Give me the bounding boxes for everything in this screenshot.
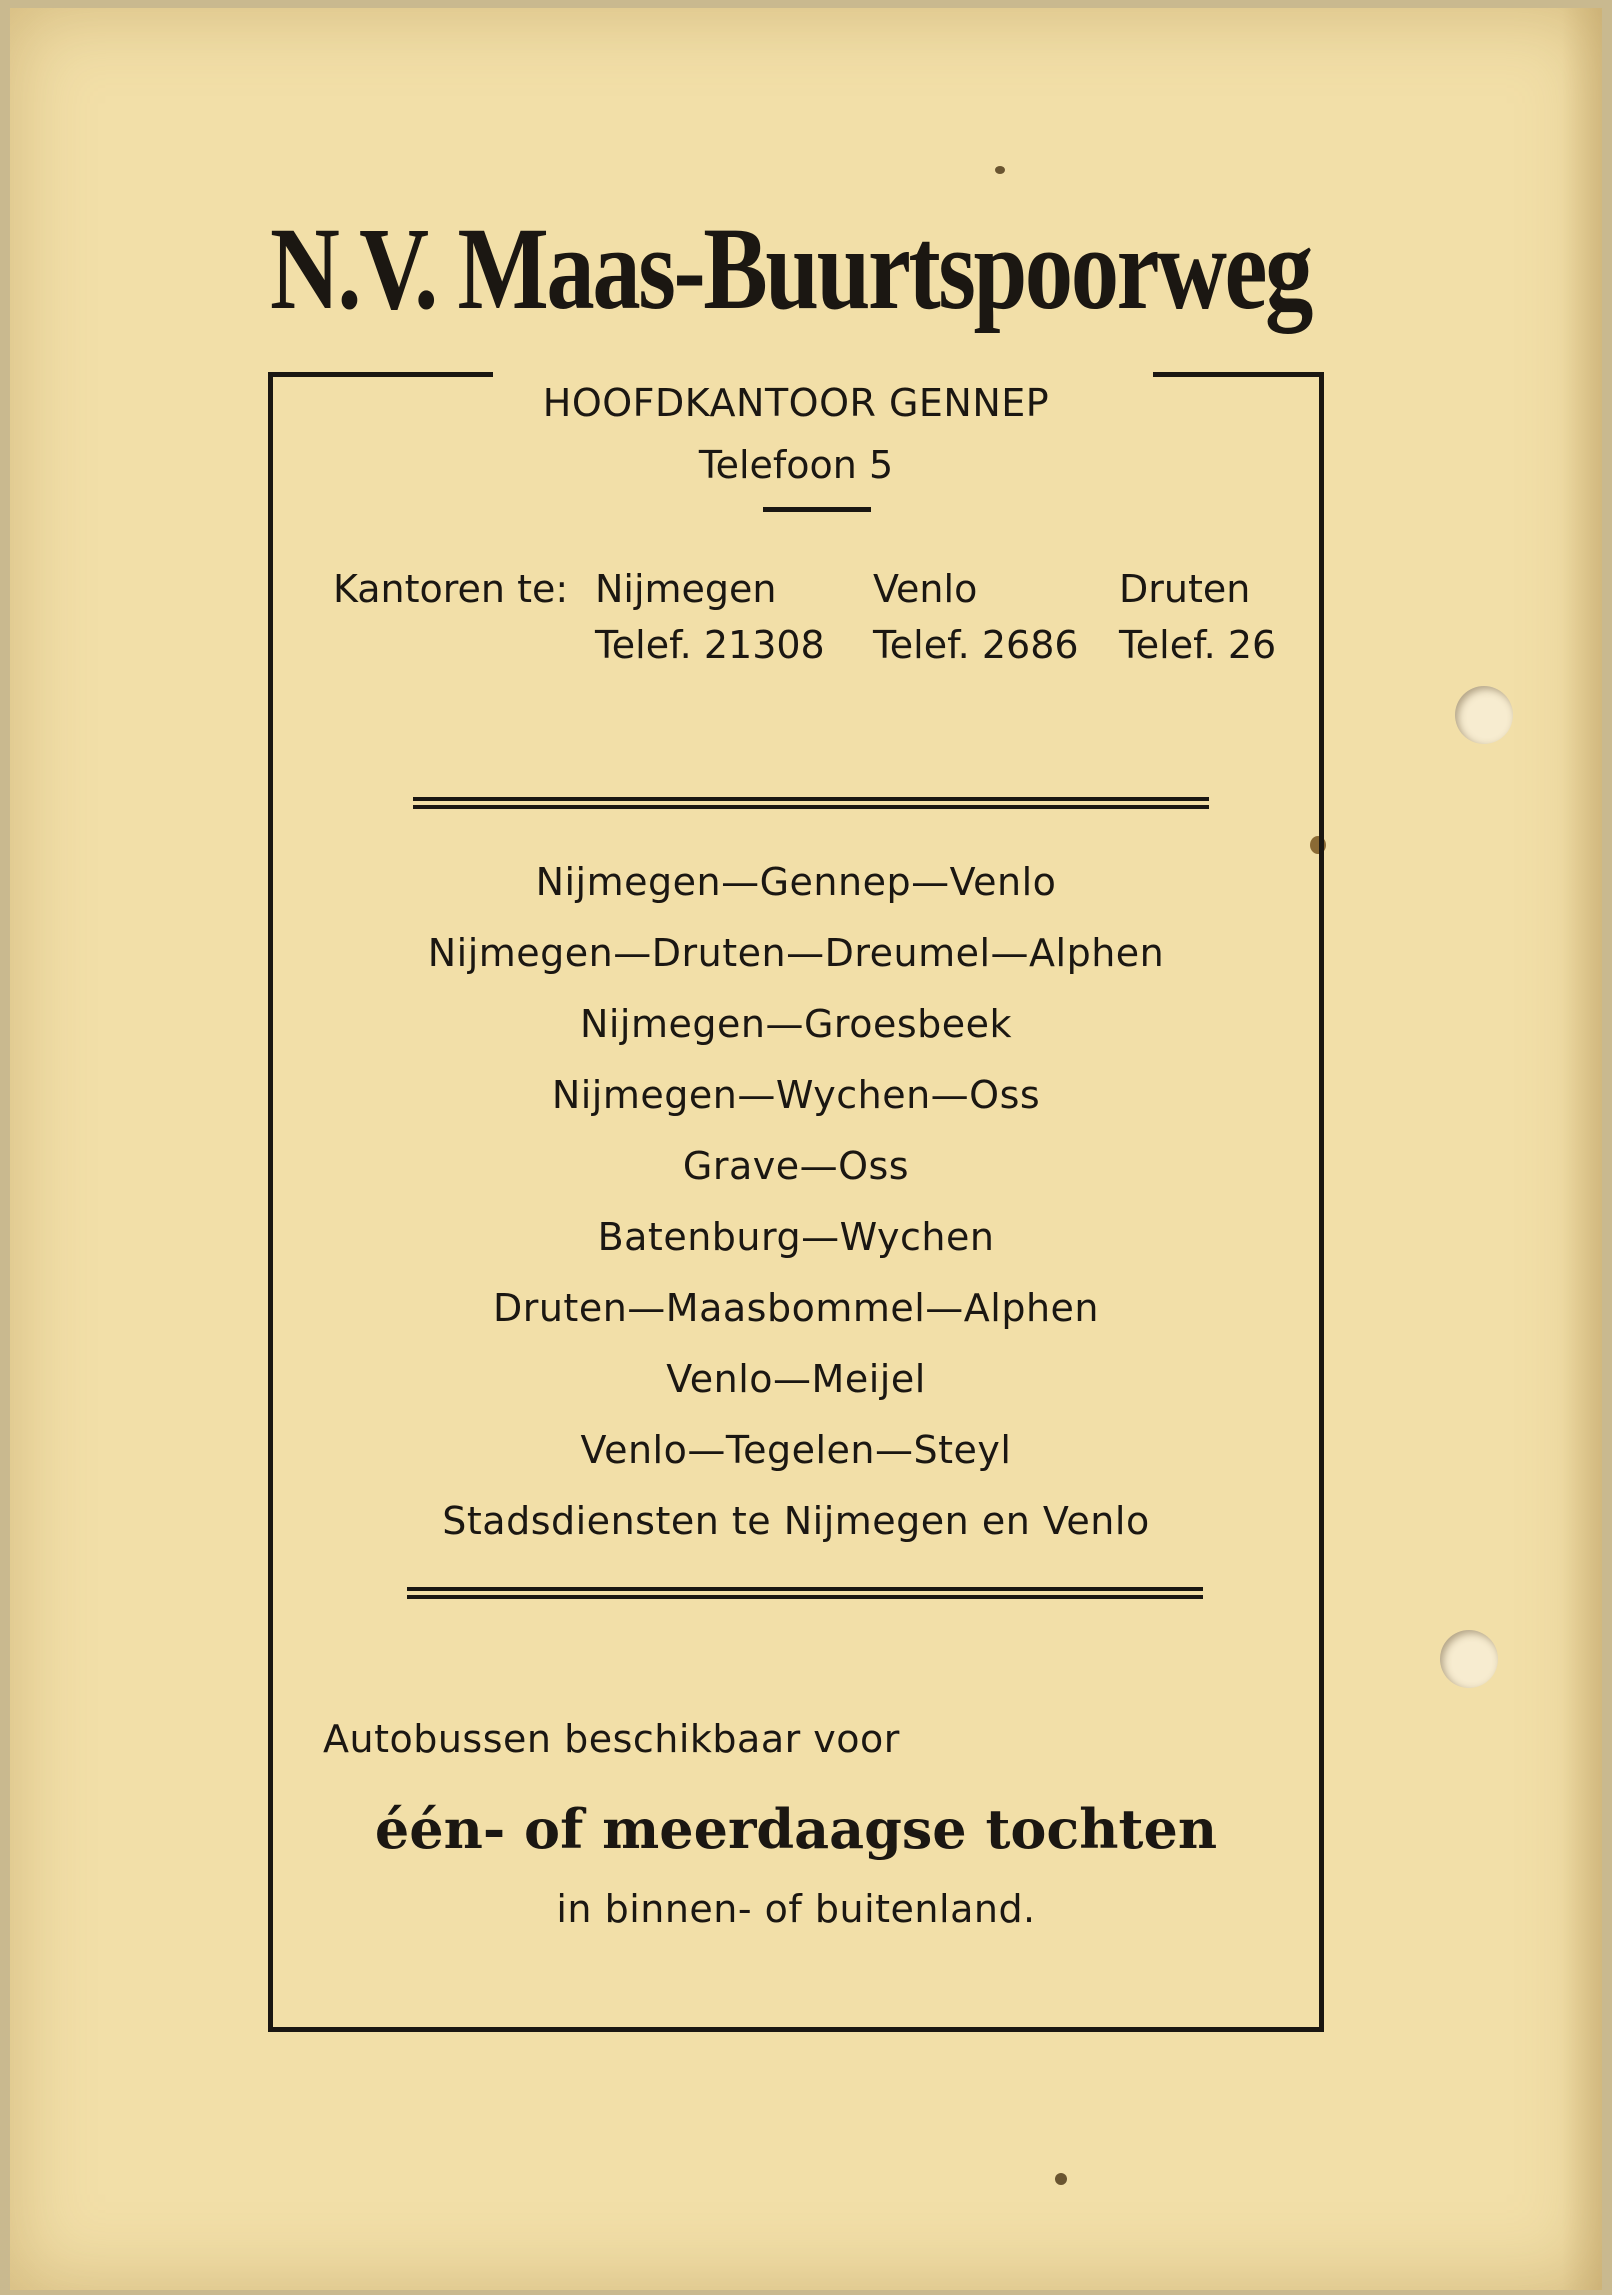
punch-hole-bottom <box>1440 1630 1498 1688</box>
punch-hole-top <box>1455 686 1513 744</box>
office-telephone: Telef. 26 <box>1119 623 1277 667</box>
route-item: Batenburg—Wychen <box>597 1215 995 1259</box>
routes-list <box>273 847 1319 1557</box>
route-item: Druten—Maasbommel—Alphen <box>492 1286 1100 1330</box>
short-divider <box>763 507 871 512</box>
route-item: Nijmegen—Wychen—Oss <box>551 1073 1041 1117</box>
route-item: Grave—Oss <box>682 1144 910 1188</box>
ink-speck <box>1055 2173 1067 2185</box>
office-city: Venlo <box>873 567 978 611</box>
advert-frame <box>268 372 1324 2032</box>
office-city: Druten <box>1119 567 1251 611</box>
office-telephone: Telef. 2686 <box>873 623 1079 667</box>
ink-speck <box>995 166 1005 174</box>
office-telephone: Telef. 21308 <box>595 623 825 667</box>
company-title: N.V. Maas-Buurtspoorweg <box>270 203 1311 334</box>
paper-edge <box>1562 8 1602 2290</box>
head-office: HOOFDKANTOOR GENNEP <box>542 381 1050 425</box>
route-item: Nijmegen—Gennep—Venlo <box>535 860 1057 904</box>
route-item: Venlo—Meijel <box>666 1357 926 1401</box>
bus-footnote: in binnen- of buitenland. <box>556 1887 1036 1931</box>
route-item: Stadsdiensten te Nijmegen en Venlo <box>442 1499 1150 1543</box>
route-item: Nijmegen—Druten—Dreumel—Alphen <box>427 931 1165 975</box>
offices-label: Kantoren te: <box>333 567 569 611</box>
office-city: Nijmegen <box>595 567 777 611</box>
route-item: Venlo—Tegelen—Steyl <box>580 1428 1012 1472</box>
bus-headline: één- of meerdaagse tochten <box>374 1797 1218 1861</box>
head-office-telephone: Telefoon 5 <box>698 443 894 487</box>
double-rule-top <box>413 797 1209 809</box>
double-rule-bottom <box>407 1587 1203 1599</box>
bus-intro: Autobussen beschikbaar voor <box>323 1717 900 1761</box>
route-item: Nijmegen—Groesbeek <box>579 1002 1013 1046</box>
